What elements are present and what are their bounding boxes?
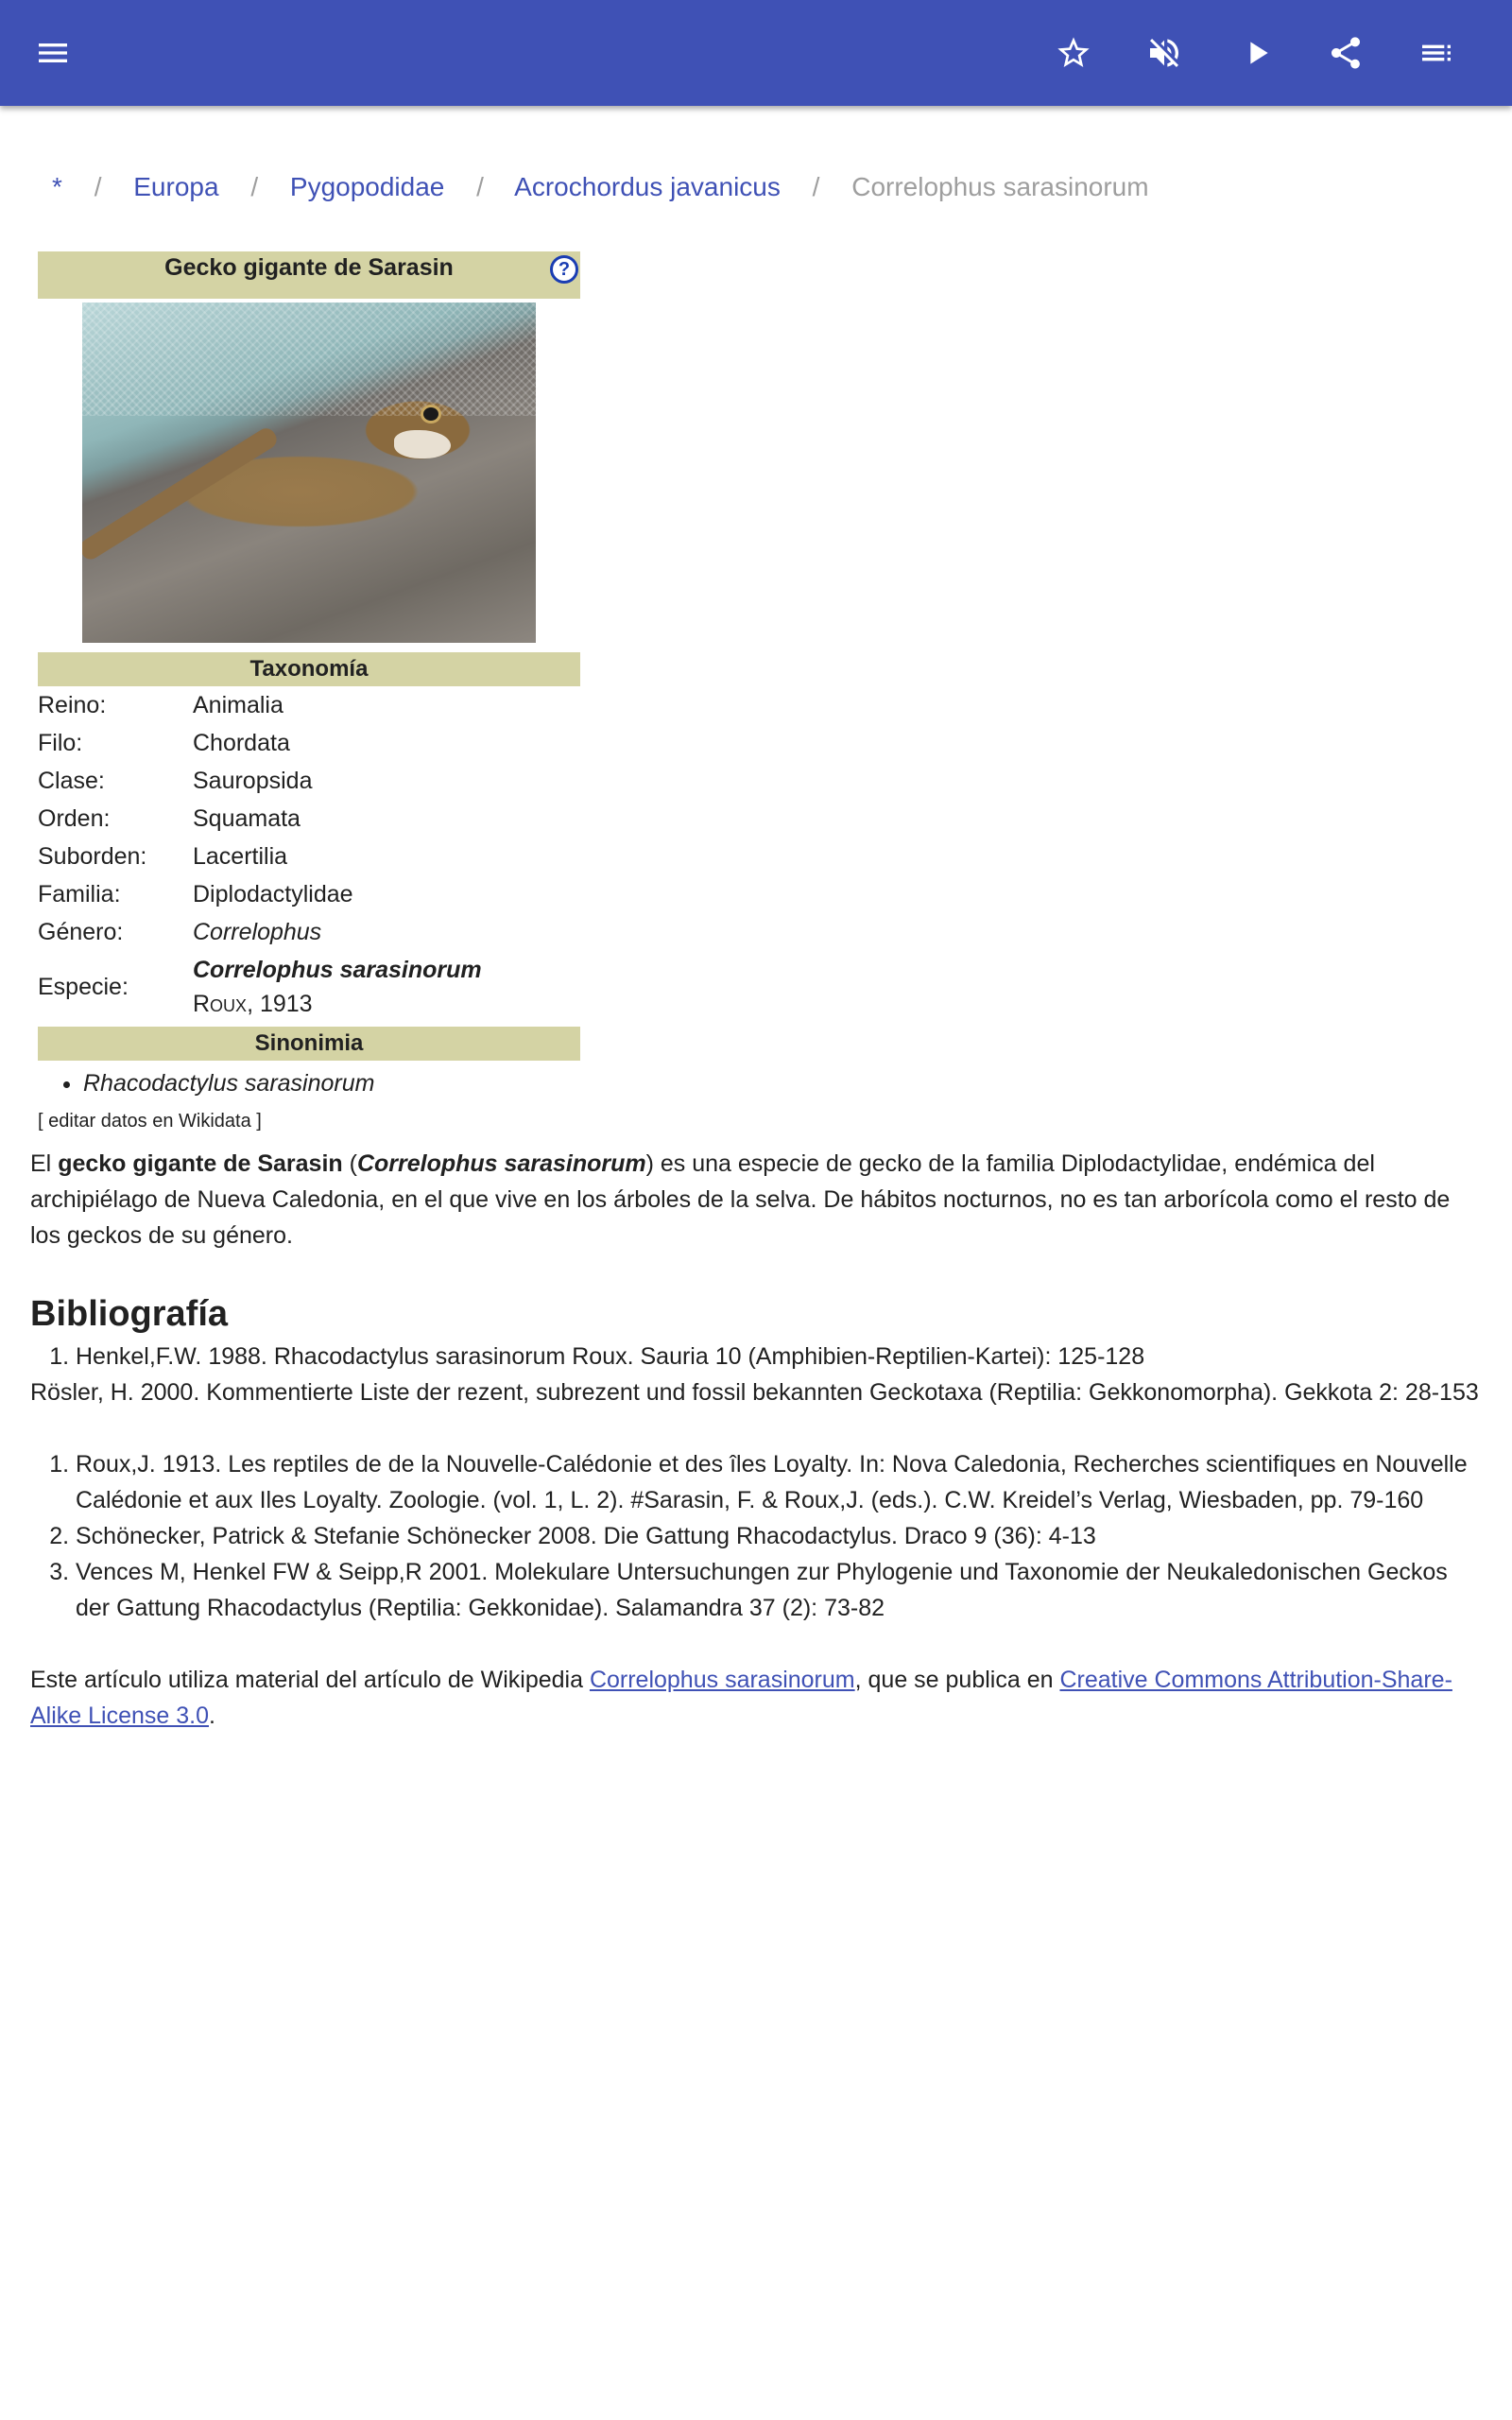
breadcrumb-separator: / xyxy=(94,172,102,201)
taxonomy-row xyxy=(38,762,580,800)
bibliography-heading: Bibliografía xyxy=(30,1294,229,1334)
bibliography-plain-entry: Rösler, H. 2000. Kommentierte Liste der rezent, subrezent und fossil bekannten Geckotaxa (Reptilia: Gekkonomorpha). Gekkota 2: 28-153 xyxy=(30,1379,1479,1406)
species-author: Roux xyxy=(193,991,248,1017)
bibliography-list-2 xyxy=(30,1446,1486,1626)
breadcrumb-separator: / xyxy=(250,172,259,201)
photo-mesh-background xyxy=(82,302,536,416)
photo-gecko-jaw xyxy=(394,430,451,458)
species-year: , 1913 xyxy=(247,991,313,1017)
taxonomy-key: Especie: xyxy=(38,974,129,1000)
breadcrumb-separator: / xyxy=(812,172,820,201)
taxonomy-key: Filo: xyxy=(38,730,83,756)
license-link[interactable]: Creative Commons Attribution-Share-Alike License 3.0 xyxy=(30,1667,1452,1729)
common-name: gecko gigante de Sarasin xyxy=(58,1150,343,1177)
bibliography-item: 1. Roux,J. 1913. Les reptiles de de la Nouvelle-Calédonie et des îles Loyalty. In: Nova Caledonia, Recherches scientifiques en Nouvelle Calédonie et aux Iles Loyalty. Zoologie. (vol. 1, L. 2). #Sarasin, F. & Roux,J. (eds.). C.W. Kreidel’s Verlag, Wiesbaden, pp. 79-160 xyxy=(76,1446,1486,1518)
taxonomy-row xyxy=(38,913,580,951)
breadcrumb-item-home[interactable]: * xyxy=(52,172,62,201)
breadcrumb-item-acrochordus[interactable]: Acrochordus javanicus xyxy=(514,172,781,201)
taxonomy-value: Sauropsida xyxy=(193,768,313,794)
taxonomy-row xyxy=(38,875,580,913)
app-bar xyxy=(0,0,1512,106)
breadcrumb-separator: / xyxy=(476,172,484,201)
infobox-title: Gecko gigante de Sarasin xyxy=(164,254,454,281)
taxonomy-key: Clase: xyxy=(38,768,105,794)
share-icon[interactable] xyxy=(1323,30,1368,76)
taxonomy-value: Animalia xyxy=(193,692,284,718)
taxonomy-value: Chordata xyxy=(193,730,290,756)
star-outline-icon[interactable] xyxy=(1051,30,1096,76)
taxonomy-row xyxy=(38,724,580,762)
taxonomy-row xyxy=(38,800,580,838)
taxonomy-value: Correlophus xyxy=(193,919,322,945)
species-name: Correlophus sarasinorum xyxy=(193,957,482,983)
taxonomy-row xyxy=(38,686,580,724)
help-icon[interactable]: ? xyxy=(550,255,578,284)
edit-wikidata-link[interactable]: editar datos en Wikidata xyxy=(48,1111,251,1132)
synonymy-header: Sinonimia xyxy=(38,1027,580,1061)
bibliography-list-1 xyxy=(30,1339,1486,1374)
article-content xyxy=(30,1146,1486,1734)
species-photo[interactable] xyxy=(82,302,536,643)
taxonomy-key: Familia: xyxy=(38,881,121,908)
breadcrumb-item-pygopodidae[interactable]: Pygopodidae xyxy=(289,172,445,201)
synonymy-list xyxy=(38,1064,580,1102)
synonym-item: • Rhacodactylus sarasinorum xyxy=(83,1064,580,1102)
taxonomy-value: Squamata xyxy=(193,805,301,832)
photo-gecko-eye xyxy=(421,405,441,424)
hamburger-menu-icon[interactable] xyxy=(30,30,76,76)
bibliography-item: 1. Henkel,F.W. 1988. Rhacodactylus sarasinorum Roux. Sauria 10 (Amphibien-Reptilien-Kartei): 125-128 xyxy=(76,1339,1486,1374)
infobox-title-bar xyxy=(38,251,580,299)
taxonomy-row-species xyxy=(38,951,580,1023)
intro-paragraph: El gecko gigante de Sarasin (Correlophus sarasinorum) es una especie de gecko de la familia Diplodactylidae, endémica del archipiélago de Nueva Caledonia, en el que vive en los árboles de la selva. De hábitos nocturnos, no es tan arborícola como el resto de los geckos de su género. xyxy=(30,1150,1451,1249)
breadcrumb-item-europa[interactable]: Europa xyxy=(133,172,219,201)
scientific-name: Correlophus sarasinorum xyxy=(356,1150,646,1177)
attribution-paragraph: Este artículo utiliza material del artículo de Wikipedia Correlophus sarasinorum, que se publica en Creative Commons Attribution-Share-Alike License 3.0. xyxy=(30,1667,1452,1729)
wikipedia-article-link[interactable]: Correlophus sarasinorum xyxy=(589,1667,855,1693)
bibliography-item: 3. Vences M, Henkel FW & Seipp,R 2001. Molekulare Untersuchungen zur Phylogenie und Taxonomie der Neukaledonischen Geckos der Gattung Rhacodactylus (Reptilia: Gekkonidae). Salamandra 37 (2): 73-82 xyxy=(76,1554,1486,1626)
breadcrumb xyxy=(52,168,1149,206)
taxonomy-key: Género: xyxy=(38,919,124,945)
taxonomy-value xyxy=(193,953,580,1021)
bibliography-item: 2. Schönecker, Patrick & Stefanie Schönecker 2008. Die Gattung Rhacodactylus. Draco 9 (36): 4-13 xyxy=(76,1518,1486,1554)
taxonomy-header: Taxonomía xyxy=(38,652,580,686)
photo-gecko-tail xyxy=(82,424,280,562)
taxonomy-row xyxy=(38,838,580,875)
infobox xyxy=(38,251,580,1138)
taxonomy-key: Reino: xyxy=(38,692,107,718)
taxonomy-key: Orden: xyxy=(38,805,111,832)
taxonomy-key: Suborden: xyxy=(38,843,147,870)
breadcrumb-current: Correlophus sarasinorum xyxy=(851,172,1149,201)
edit-wikidata: [ editar datos en Wikidata ] xyxy=(38,1111,262,1132)
volume-off-icon[interactable] xyxy=(1142,30,1187,76)
play-icon[interactable] xyxy=(1234,30,1280,76)
taxonomy-value: Lacertilia xyxy=(193,843,288,870)
playlist-icon[interactable] xyxy=(1414,30,1459,76)
taxonomy-value: Diplodactylidae xyxy=(193,881,353,908)
